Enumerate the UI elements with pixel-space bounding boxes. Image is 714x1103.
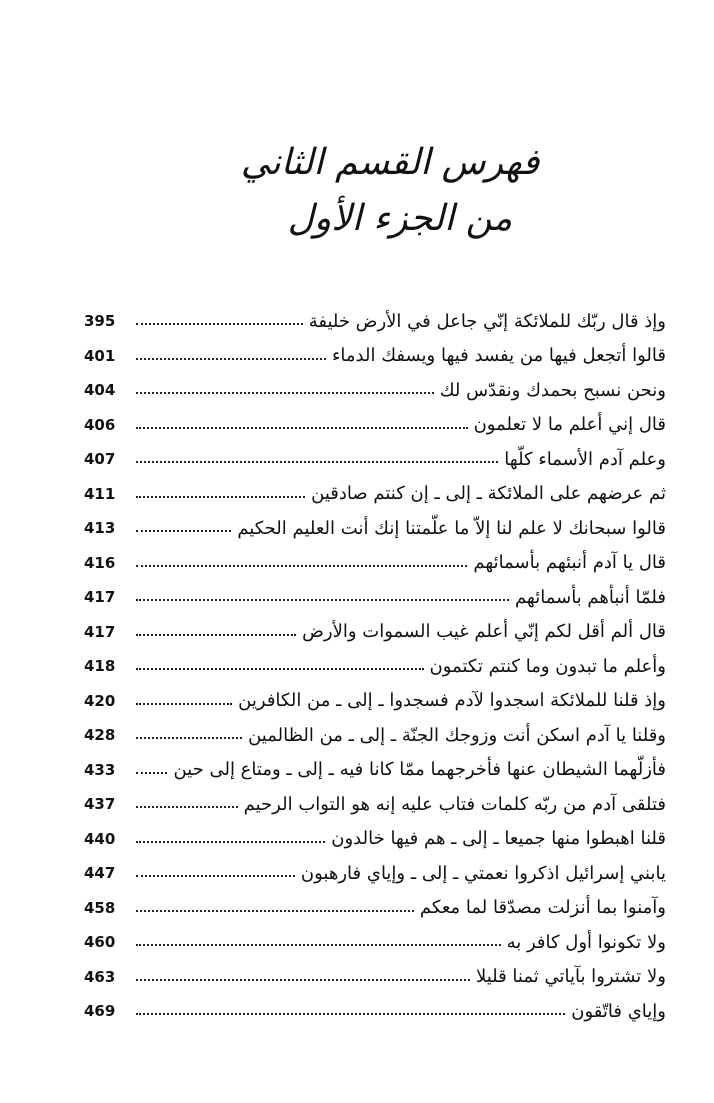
toc-entry xyxy=(84,442,666,477)
toc-dot-leader xyxy=(136,599,509,601)
toc-page-number: 418 xyxy=(84,657,116,676)
toc-entry xyxy=(84,787,666,822)
toc-page-number: 433 xyxy=(84,760,116,779)
toc-dot-leader xyxy=(136,1013,565,1015)
toc-dot-leader xyxy=(136,634,296,636)
toc-page-number: 411 xyxy=(84,484,116,503)
toc-entry-title: وقلنا يا آدم اسكن أنت وزوجك الجنّة ـ إلى ـ من الظالمين xyxy=(248,724,666,746)
toc-entry-title: ونحن نسبح بحمدك ونقدّس لك xyxy=(439,379,666,401)
toc-page-number: 437 xyxy=(84,795,116,814)
table-of-contents xyxy=(84,304,666,1029)
toc-entry xyxy=(84,304,666,339)
toc-entry xyxy=(84,891,666,926)
index-title-line-2: من الجزء الأول xyxy=(287,198,513,239)
toc-entry-title: وعلم آدم الأسماء كلّها xyxy=(504,448,666,470)
toc-page-number: 416 xyxy=(84,553,116,572)
toc-page-number: 401 xyxy=(84,346,116,365)
toc-entry xyxy=(84,339,666,374)
toc-entry-title: وإياي فاتّقون xyxy=(571,1000,666,1022)
toc-dot-leader xyxy=(136,358,326,360)
toc-page-number: 395 xyxy=(84,312,116,331)
index-title-line-1: فهرس القسم الثاني xyxy=(240,142,540,183)
toc-dot-leader xyxy=(136,496,305,498)
toc-entry-title: قال يا آدم أنبئهم بأسمائهم xyxy=(473,552,666,574)
toc-entry-title: ولا تكونوا أول كافر به xyxy=(506,931,666,953)
toc-entry xyxy=(84,649,666,684)
toc-entry-title: ولا تشتروا بآياتي ثمنا قليلا xyxy=(475,966,666,988)
toc-page-number: 428 xyxy=(84,726,116,745)
toc-entry xyxy=(84,477,666,512)
toc-entry xyxy=(84,960,666,995)
toc-entry-title: قالوا أتجعل فيها من يفسد فيها ويسفك الدماء xyxy=(331,345,666,367)
toc-entry xyxy=(84,546,666,581)
toc-entry-title: فتلقى آدم من ربّه كلمات فتاب عليه إنه هو التواب الرحيم xyxy=(243,793,666,815)
toc-dot-leader xyxy=(136,841,325,843)
toc-entry xyxy=(84,684,666,719)
toc-entry-title: قال إني أعلم ما لا تعلمون xyxy=(473,414,666,436)
toc-dot-leader xyxy=(136,772,167,774)
toc-page-number: 406 xyxy=(84,415,116,434)
toc-dot-leader xyxy=(136,910,414,912)
toc-entry-title: وإذ قلنا للملائكة اسجدوا لآدم فسجدوا ـ إلى ـ من الكافرين xyxy=(238,690,666,712)
toc-dot-leader xyxy=(136,668,424,670)
toc-page-number: 463 xyxy=(84,967,116,986)
toc-entry-title: وآمنوا بما أنزلت مصدّقا لما معكم xyxy=(419,897,666,919)
toc-page-number: 460 xyxy=(84,933,116,952)
toc-entry xyxy=(84,373,666,408)
toc-page-number: 458 xyxy=(84,898,116,917)
toc-page-number: 420 xyxy=(84,691,116,710)
toc-page-number: 417 xyxy=(84,588,116,607)
toc-entry-title: وأعلم ما تبدون وما كنتم تكتمون xyxy=(429,655,666,677)
toc-page-number: 417 xyxy=(84,622,116,641)
toc-entry-title: فأزلّهما الشيطان عنها فأخرجهما ممّا كانا فيه ـ إلى ـ ومتاع إلى حين xyxy=(173,759,666,781)
toc-page-number: 407 xyxy=(84,450,116,469)
toc-dot-leader xyxy=(136,392,434,394)
toc-entry xyxy=(84,511,666,546)
toc-page-number: 413 xyxy=(84,519,116,538)
toc-dot-leader xyxy=(136,565,467,567)
toc-dot-leader xyxy=(136,530,231,532)
toc-dot-leader xyxy=(136,323,303,325)
index-title xyxy=(200,140,540,242)
toc-entry-title: ثم عرضهم على الملائكة ـ إلى ـ إن كنتم صادقين xyxy=(311,483,666,505)
toc-entry xyxy=(84,718,666,753)
toc-page-number: 440 xyxy=(84,829,116,848)
toc-entry-title: وإذ قال ربّك للملائكة إنّي جاعل في الأرض خليفة xyxy=(308,310,666,332)
toc-entry xyxy=(84,994,666,1029)
toc-dot-leader xyxy=(136,875,295,877)
toc-entry xyxy=(84,408,666,443)
toc-page-number: 404 xyxy=(84,381,116,400)
toc-dot-leader xyxy=(136,806,238,808)
toc-page-number: 447 xyxy=(84,864,116,883)
toc-entry xyxy=(84,856,666,891)
toc-dot-leader xyxy=(136,427,468,429)
toc-entry xyxy=(84,580,666,615)
toc-dot-leader xyxy=(136,461,498,463)
toc-dot-leader xyxy=(136,944,501,946)
toc-dot-leader xyxy=(136,737,242,739)
toc-entry xyxy=(84,615,666,650)
toc-entry-title: يابني إسرائيل اذكروا نعمتي ـ إلى ـ وإياي فارهبون xyxy=(300,862,666,884)
toc-entry xyxy=(84,925,666,960)
toc-dot-leader xyxy=(136,703,232,705)
toc-page-number: 469 xyxy=(84,1002,116,1021)
toc-entry xyxy=(84,753,666,788)
toc-entry-title: قلنا اهبطوا منها جميعا ـ إلى ـ هم فيها خالدون xyxy=(331,828,666,850)
toc-entry-title: قالوا سبحانك لا علم لنا إلاّ ما علّمتنا إنك أنت العليم الحكيم xyxy=(237,517,666,539)
toc-entry-title: فلمّا أنبأهم بأسمائهم xyxy=(514,586,666,608)
toc-entry-title: قال ألم أقل لكم إنّي أعلم غيب السموات والأرض xyxy=(302,621,666,643)
toc-entry xyxy=(84,822,666,857)
toc-dot-leader xyxy=(136,979,470,981)
